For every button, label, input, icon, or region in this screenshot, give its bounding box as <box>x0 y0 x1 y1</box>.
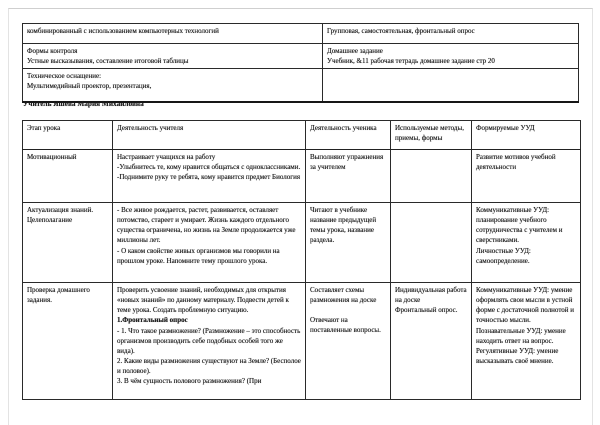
stage-cell <box>23 203 113 283</box>
paragraph: Выполняют упражнения за учителем <box>310 153 384 172</box>
col-header-methods <box>391 121 472 150</box>
tech-equipment-cell <box>23 69 323 103</box>
paragraph: Настраивает учащихся на работу <box>117 153 216 161</box>
paragraph: Развитие мотивов учебной деятельности <box>476 153 556 172</box>
student-activity-cell <box>306 283 391 400</box>
table-row <box>23 150 581 203</box>
control-forms-body: Устные высказывания, составление итоговой таблицы <box>27 57 189 66</box>
methods-cell <box>391 283 472 400</box>
stage-cell <box>23 150 113 203</box>
student-activity-cell <box>306 150 391 203</box>
col-header-uud-label: Формируемые УУД <box>476 124 535 132</box>
lesson-type-text: комбинированный с использованием компьютерных технологий <box>27 27 219 35</box>
paragraph: Проверить усвоение знаний, необходимых для открытия «новых знаний» по данному материалу. Подвести детей к теме урока. Создать проблемную ситуацию. <box>117 286 289 315</box>
work-forms-cell <box>323 24 579 44</box>
col-header-student-label: Деятельность ученика <box>310 124 377 132</box>
paragraph: Познавательные УУД: умение находить ответ на вопрос. <box>476 326 566 345</box>
methods-cell <box>391 203 472 283</box>
paragraph: -Поднимите руку те ребята, кому нравится предмет Биология <box>117 173 301 182</box>
col-header-teacher-activity <box>113 121 306 150</box>
col-header-stage-label: Этап урока <box>27 124 61 132</box>
paragraph: Фронтальный опрос. <box>395 306 458 315</box>
col-header-teacher-label: Деятельность учителя <box>117 124 184 132</box>
tech-equipment-title: Техническое оснащение: <box>27 72 102 81</box>
paragraph: Индивидуальная работа на доске <box>395 286 467 305</box>
col-header-methods-label: Используемые методы, приемы, формы <box>395 124 464 143</box>
homework-cell <box>323 44 579 69</box>
teacher-activity-cell <box>113 150 306 203</box>
work-forms-text: Групповая, самостоятельная, фронтальный опрос <box>327 27 475 35</box>
teacher-activity-cell <box>113 283 306 400</box>
paragraph: - Все живое рождается, растет, развивается, оставляет потомство, стареет и умирает. Жизнь каждого отдельного существа ограничена, но жизнь на Земле продолжается уже миллионы лет. <box>117 206 296 245</box>
paragraph: 2. Какие виды размножения существуют на Земле? (Бесполое и половое). <box>117 356 301 376</box>
col-header-student-activity <box>306 121 391 150</box>
stage-text: Актуализация знаний. Целеполагание <box>27 206 94 225</box>
paragraph: Отвечают на поставленные вопросы. <box>310 316 381 335</box>
control-forms-title: Формы контроля <box>27 47 78 55</box>
uud-cell <box>472 203 581 283</box>
frontal-survey-heading: 1.Фронтальный опрос <box>117 316 188 325</box>
teacher-name-line: Учитель Яшева Мария Михайловна <box>23 99 144 108</box>
paragraph: Коммуникативные УУД: умение оформлять свои мысли в устной форме с достаточной полнотой и точностью мысли. <box>476 286 575 325</box>
control-forms-cell <box>23 44 323 69</box>
homework-body: Учебник, &11 рабочая тетрадь домашнее задание стр 20 <box>327 57 495 66</box>
paragraph: -Улыбнитесь те, кому нравится общаться с одноклассниками. <box>117 163 301 172</box>
paragraph: Читают в учебнике название предыдущей темы урока, название раздела. <box>310 206 377 245</box>
table-row <box>23 203 581 283</box>
paragraph: Коммуникативные УУД: планирование учебного сотрудничества с учителем и сверстниками. <box>476 206 563 245</box>
teacher-activity-cell <box>113 203 306 283</box>
paragraph: Составляет схемы размножения на доске <box>310 286 377 305</box>
paragraph: 3. В чём сущность полового размножения? (При <box>117 377 262 386</box>
table-row <box>23 283 581 400</box>
col-header-uud <box>472 121 581 150</box>
tech-equipment-body: Мультимедийный проектор, презентация, <box>27 82 152 91</box>
uud-cell <box>472 283 581 400</box>
paragraph: Регулятивные УУД: умение высказывать своё мнение. <box>476 346 559 365</box>
col-header-stage <box>23 121 113 150</box>
homework-title: Домашнее задание <box>327 47 383 55</box>
uud-cell <box>472 150 581 203</box>
paragraph: - О каком свойстве живых организмов мы говорили на прошлом уроке. Напомните тему прошлого урока. <box>117 246 280 265</box>
stage-cell <box>23 283 113 400</box>
lesson-plan-table <box>22 120 581 400</box>
paragraph: - 1. Что такое размножение? (Размножение – это способность организмов производить себе подобных особей того же вида). <box>117 326 301 355</box>
stage-text: Мотивационный <box>27 153 77 161</box>
student-activity-cell <box>306 203 391 283</box>
empty-cell <box>323 69 579 103</box>
methods-cell <box>391 150 472 203</box>
paragraph: Личностные УУД: самоопределение. <box>476 246 531 265</box>
stage-text: Проверка домашнего задания. <box>27 286 90 305</box>
lesson-type-cell <box>23 24 323 44</box>
info-table <box>22 23 579 103</box>
